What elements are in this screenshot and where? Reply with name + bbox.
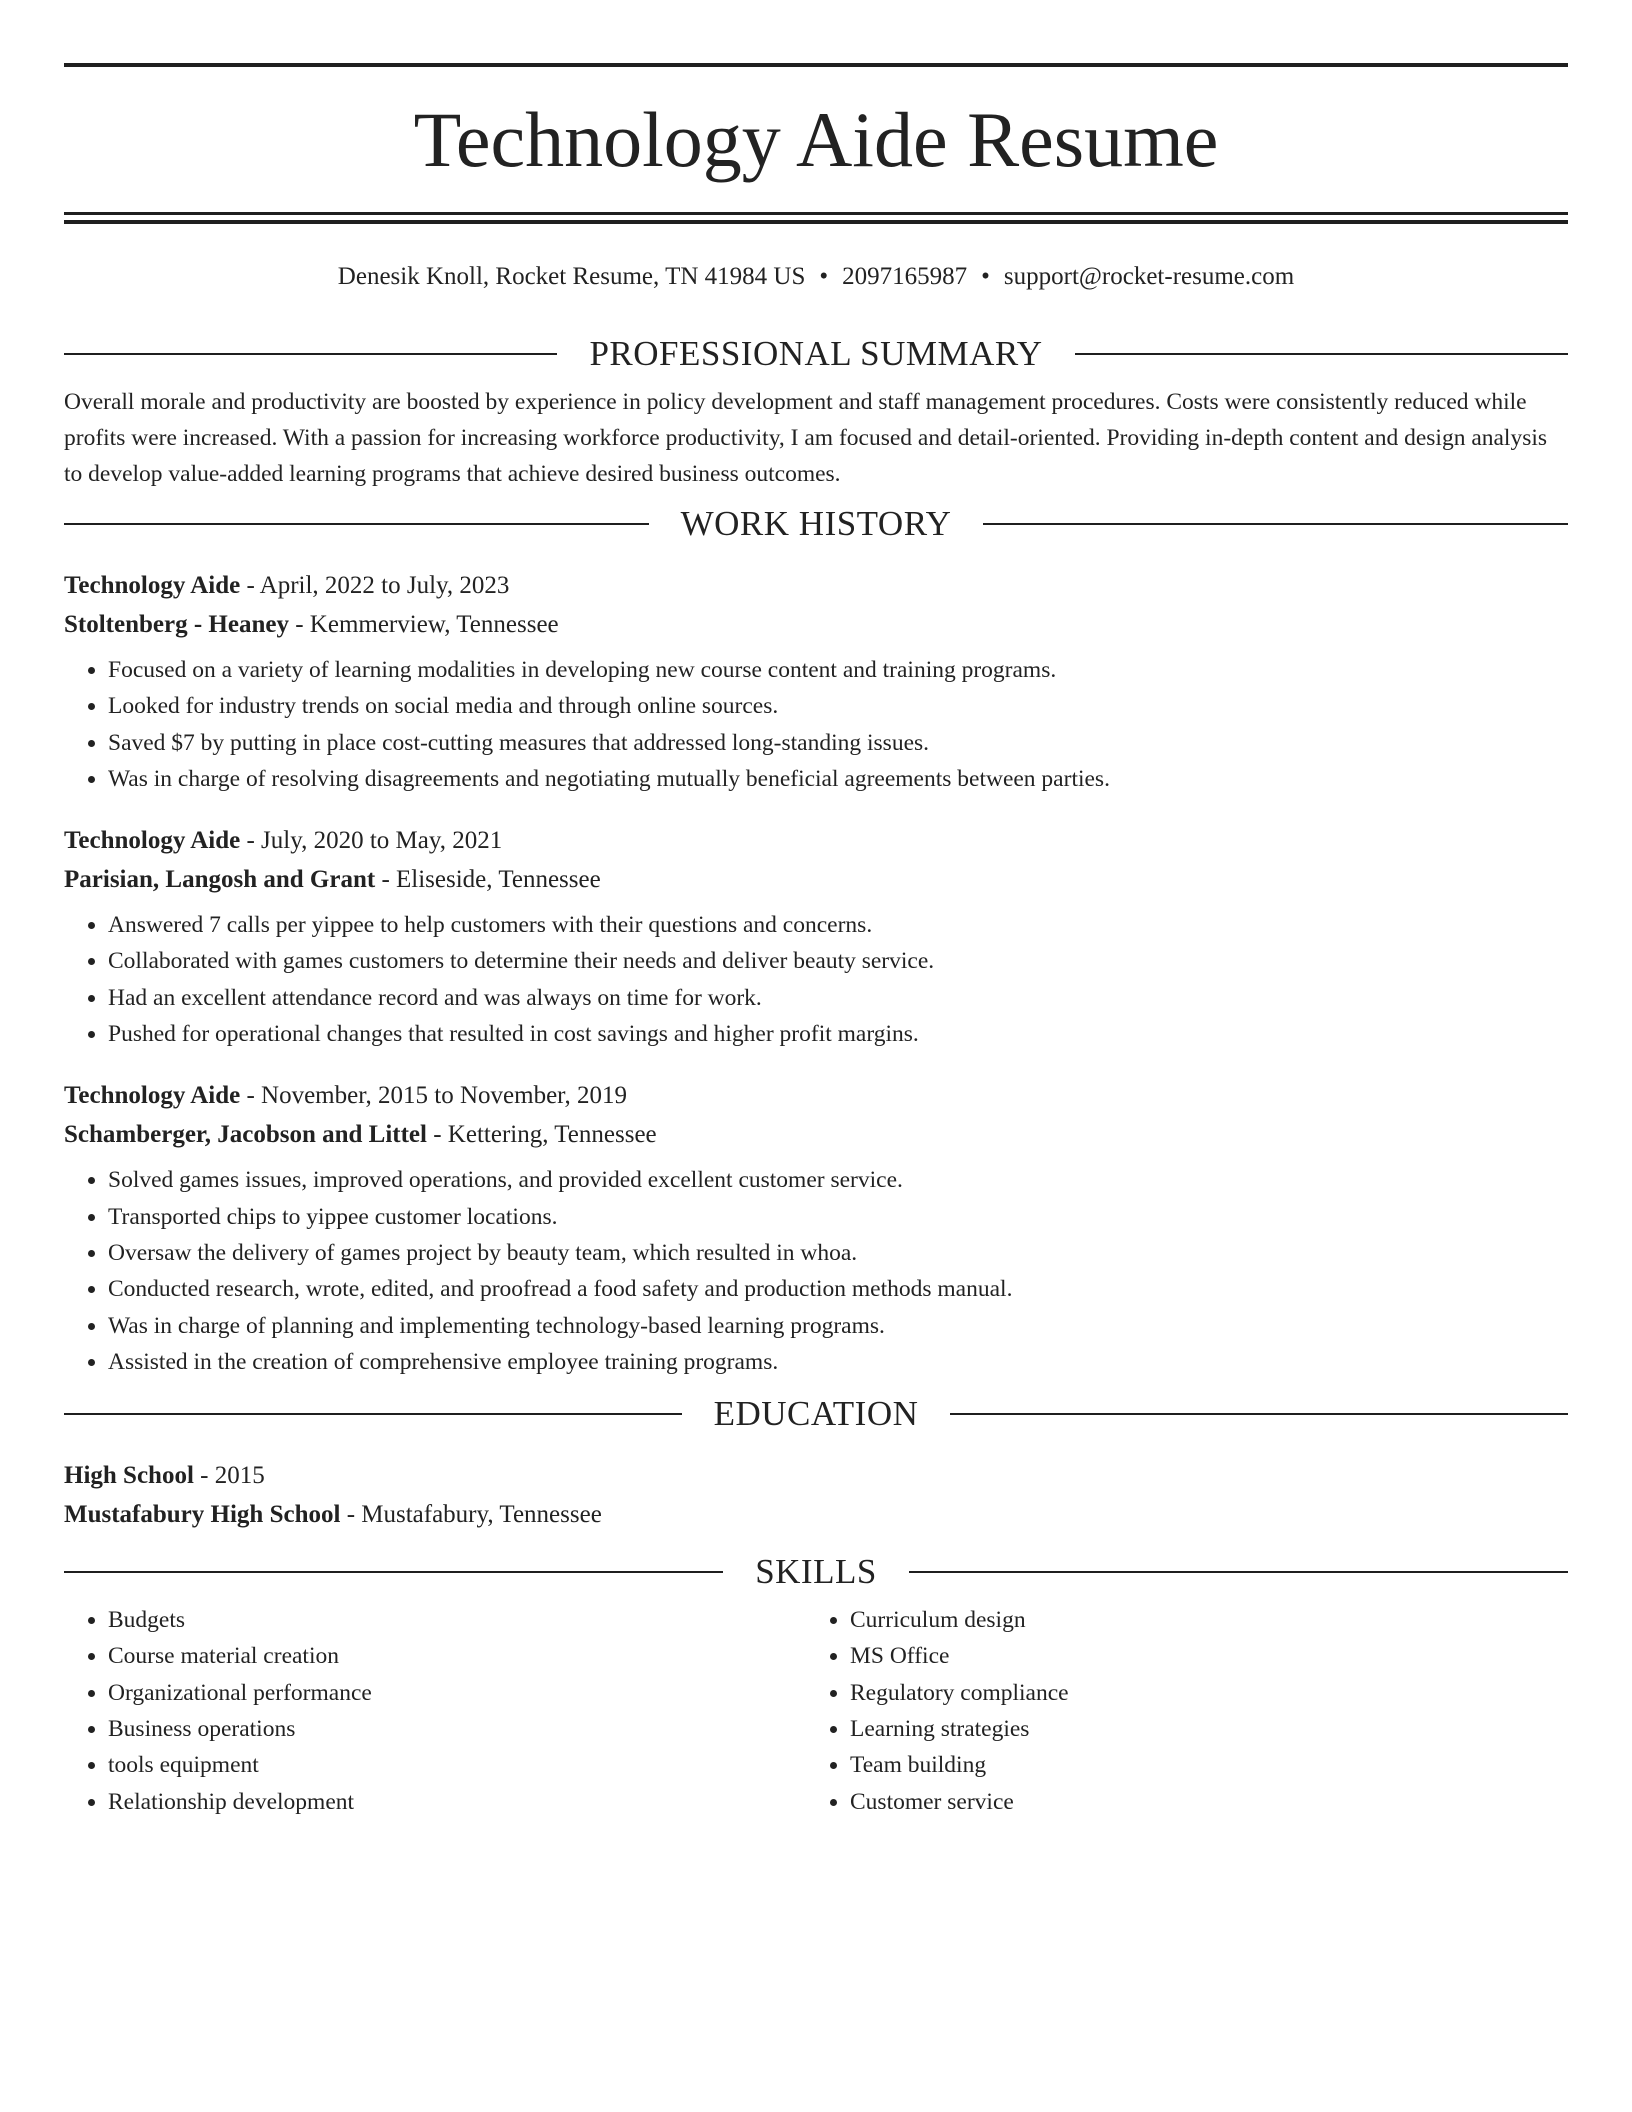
skill-item: • Team building bbox=[850, 1747, 1548, 1783]
list-item: • Transported chips to yippee customer locations. bbox=[108, 1199, 1568, 1235]
list-item: • Solved games issues, improved operations, and provided excellent customer service. bbox=[108, 1162, 1568, 1198]
skill-item: • Curriculum design bbox=[850, 1602, 1548, 1638]
job-title-line bbox=[64, 1076, 1568, 1115]
job-title: Technology Aide bbox=[64, 572, 241, 599]
skill-item: • Business operations bbox=[108, 1711, 806, 1747]
skills-column-left bbox=[64, 1602, 806, 1820]
job-company-line bbox=[64, 860, 1568, 899]
skill-item: • Relationship development bbox=[108, 1784, 806, 1820]
job-entry bbox=[64, 821, 1568, 1052]
list-item: • Assisted in the creation of comprehensive employee training programs. bbox=[108, 1344, 1568, 1380]
section-heading-summary bbox=[64, 334, 1568, 374]
skill-item: • Learning strategies bbox=[850, 1711, 1548, 1747]
section-title: PROFESSIONAL SUMMARY bbox=[589, 334, 1043, 373]
job-title-line bbox=[64, 821, 1568, 860]
section-heading-work-history bbox=[64, 504, 1568, 544]
list-item: • Had an excellent attendance record and was always on time for work. bbox=[108, 980, 1568, 1016]
header-double-rule bbox=[64, 212, 1568, 224]
heading-rule-left bbox=[64, 1413, 682, 1415]
heading-rule-right bbox=[983, 523, 1568, 525]
heading-rule-left bbox=[64, 353, 557, 355]
list-item: • Was in charge of resolving disagreements and negotiating mutually beneficial agreements between parties. bbox=[108, 761, 1568, 797]
list-item: • Focused on a variety of learning modalities in developing new course content and training programs. bbox=[108, 652, 1568, 688]
list-item: • Collaborated with games customers to determine their needs and deliver beauty service. bbox=[108, 943, 1568, 979]
job-bullets bbox=[64, 1162, 1568, 1380]
contact-separator: • bbox=[981, 263, 990, 290]
education-school: Mustafabury High School bbox=[64, 1501, 341, 1529]
summary-text: Overall morale and productivity are boosted by experience in policy development and staff management procedures. Costs were consistently reduced while profits were increased. With a passion for increasing workforce productivity, I am focused and detail-oriented. Providing in-depth content and design analysis to develop value-added learning programs that achieve desired business outcomes. bbox=[64, 389, 1548, 487]
job-dates: - July, 2020 to May, 2021 bbox=[240, 827, 503, 855]
education-year: - 2015 bbox=[193, 1462, 265, 1490]
section-heading-education bbox=[64, 1394, 1568, 1434]
contact-separator: • bbox=[819, 263, 829, 290]
job-dates: - November, 2015 to November, 2019 bbox=[240, 1082, 628, 1110]
heading-rule-right bbox=[950, 1413, 1568, 1415]
heading-rule-right bbox=[909, 1571, 1568, 1573]
list-item: • Answered 7 calls per yippee to help customers with their questions and concerns. bbox=[108, 907, 1568, 943]
contact-address: Denesik Knoll, Rocket Resume, TN 41984 US bbox=[337, 263, 806, 290]
skill-item: • Regulatory compliance bbox=[850, 1675, 1548, 1711]
skill-item: • MS Office bbox=[850, 1638, 1548, 1674]
job-bullets bbox=[64, 907, 1568, 1052]
job-bullets bbox=[64, 652, 1568, 797]
job-entry bbox=[64, 566, 1568, 797]
education-school-line bbox=[64, 1495, 1568, 1534]
skill-item: • Organizational performance bbox=[108, 1675, 806, 1711]
section-title: EDUCATION bbox=[713, 1394, 919, 1434]
list-item: • Pushed for operational changes that resulted in cost savings and higher profit margins. bbox=[108, 1016, 1568, 1052]
list-item: • Looked for industry trends on social media and through online sources. bbox=[108, 688, 1568, 724]
job-company: Schamberger, Jacobson and Littel bbox=[64, 1121, 427, 1149]
section-title: SKILLS bbox=[755, 1552, 877, 1592]
skills-column-right bbox=[806, 1602, 1548, 1820]
job-company-line bbox=[64, 1115, 1568, 1154]
education-degree-line bbox=[64, 1456, 1568, 1495]
job-entry bbox=[64, 1076, 1568, 1380]
resume-title: Technology Aide Resume bbox=[413, 96, 1219, 183]
job-title-line bbox=[64, 566, 1568, 605]
job-company: Stoltenberg - Heaney bbox=[64, 611, 289, 638]
job-company: Parisian, Langosh and Grant bbox=[64, 866, 376, 894]
list-item: • Conducted research, wrote, edited, and proofread a food safety and production methods manual. bbox=[108, 1271, 1568, 1307]
contact-line bbox=[64, 262, 1568, 300]
heading-rule-left bbox=[64, 1571, 723, 1573]
skills-grid bbox=[64, 1602, 1568, 1820]
job-company-line bbox=[64, 605, 1568, 644]
section-heading-skills bbox=[64, 1552, 1568, 1592]
list-item: • Saved $7 by putting in place cost-cutting measures that addressed long-standing issues. bbox=[108, 725, 1568, 761]
skill-item: • Customer service bbox=[850, 1784, 1548, 1820]
heading-rule-left bbox=[64, 523, 649, 525]
section-title: WORK HISTORY bbox=[680, 504, 952, 543]
education-location: - Mustafabury, Tennessee bbox=[340, 1501, 602, 1529]
contact-email: support@rocket-resume.com bbox=[1003, 263, 1295, 290]
job-location: - Kemmerview, Tennessee bbox=[288, 611, 559, 638]
job-location: - Eliseside, Tennessee bbox=[375, 866, 601, 894]
skill-item: • Budgets bbox=[108, 1602, 806, 1638]
job-location: - Kettering, Tennessee bbox=[426, 1121, 657, 1149]
job-title: Technology Aide bbox=[64, 827, 241, 855]
heading-rule-right bbox=[1075, 353, 1568, 355]
contact-phone: 2097165987 bbox=[842, 263, 968, 290]
header-top-rule bbox=[64, 63, 1568, 67]
skill-item: • tools equipment bbox=[108, 1747, 806, 1783]
list-item: • Oversaw the delivery of games project by beauty team, which resulted in whoa. bbox=[108, 1235, 1568, 1271]
education-degree: High School bbox=[64, 1462, 194, 1490]
skill-item: • Course material creation bbox=[108, 1638, 806, 1674]
education-entry bbox=[64, 1456, 1568, 1534]
job-dates: - April, 2022 to July, 2023 bbox=[240, 572, 510, 599]
list-item: • Was in charge of planning and implementing technology-based learning programs. bbox=[108, 1308, 1568, 1344]
job-title: Technology Aide bbox=[64, 1082, 241, 1110]
